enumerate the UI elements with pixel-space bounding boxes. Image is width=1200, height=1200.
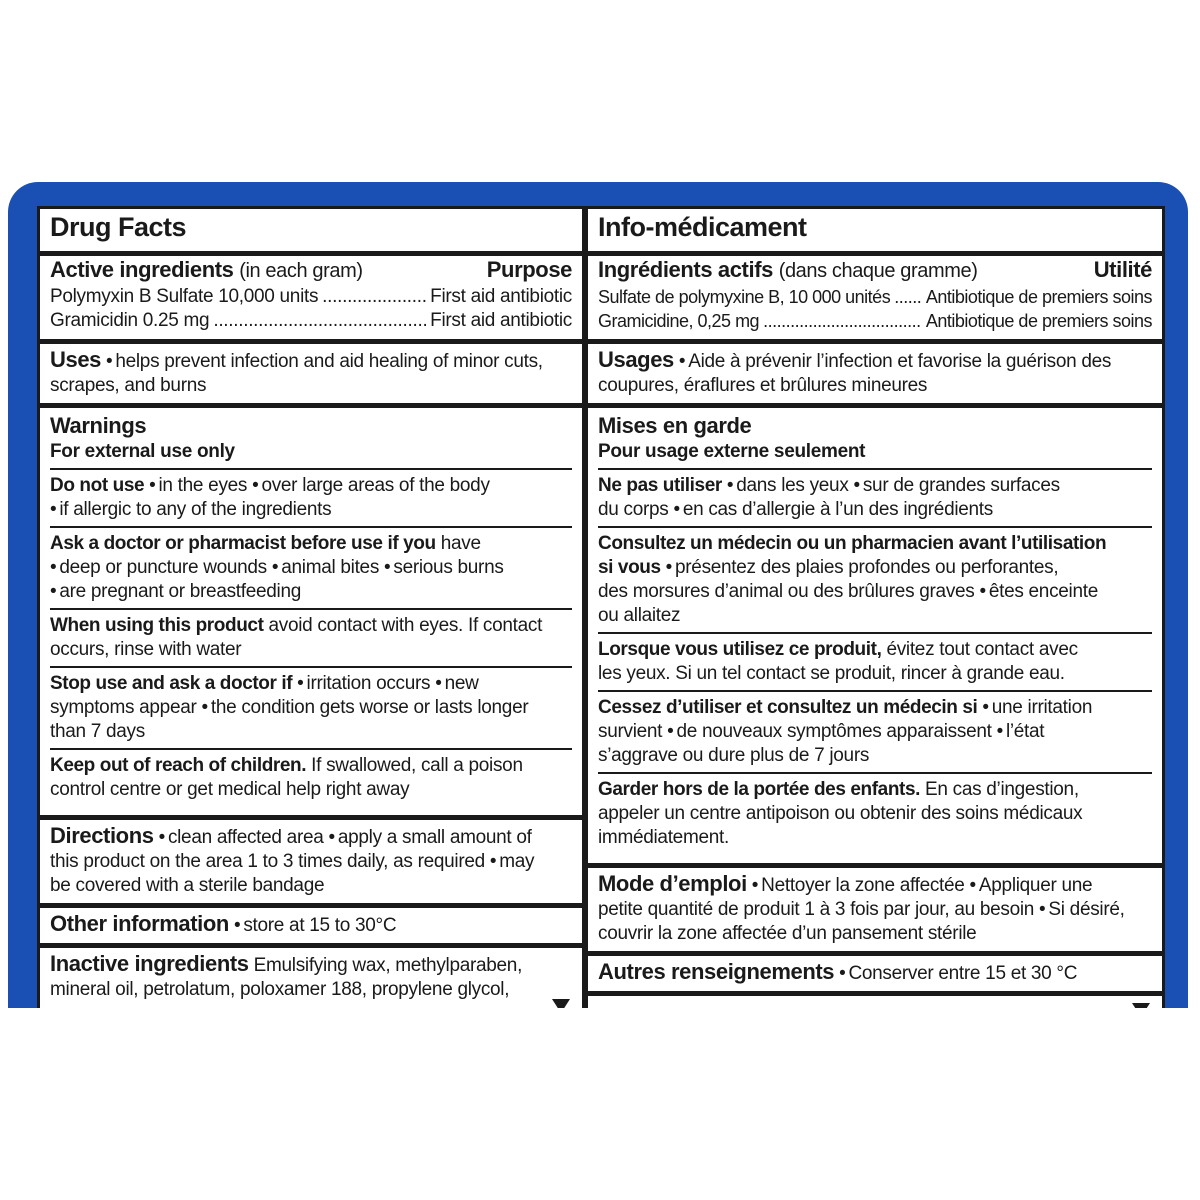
garder-hors-section: Garder hors de la portée des enfants. En cas d’ingestion, appeler un centre antipoison ou obtenir des soins médicaux immédiatement.	[598, 779, 1083, 848]
utilite-heading: Utilité	[1093, 257, 1152, 282]
other-information-heading: Other information	[50, 911, 229, 936]
ingredient-row: Gramicidin 0.25 mg ..... First aid antibiotic	[50, 309, 572, 333]
ingredients-actifs-qualifier: (dans chaque gramme)	[778, 260, 978, 282]
drug-facts-panel-en	[37, 206, 585, 1012]
usage-externe-note: Pour usage externe seulement	[598, 441, 866, 462]
mises-en-garde-block	[588, 403, 1162, 863]
lorsque-section: Lorsque vous utilisez ce produit, évitez tout contact avec les yeux. Si un tel contact se produit, rincer à grande eau.	[598, 639, 1078, 684]
continued-block-fr	[588, 991, 1162, 1012]
mode-emploi-block: Mode d’emploi • Nettoyer la zone affectée • Appliquer une petite quantité de produit 1 à 3 fois par jour, au besoin • Si désiré, couvrir la zone affectée d’un pansement stérile	[588, 863, 1162, 951]
drug-facts-title: Drug Facts	[50, 212, 187, 242]
ingredients-actifs-heading: Ingrédients actifs	[598, 257, 773, 282]
directions-block: Directions • clean affected area • apply a small amount of this product on the area 1 to 3 times daily, as required • may be covered with a sterile bandage	[40, 815, 582, 903]
continued-arrow-icon	[552, 999, 570, 1012]
autres-renseignements-block: Autres renseignements • Conserver entre 15 et 30 °C	[588, 951, 1162, 991]
continued-arrow-icon	[1132, 1003, 1150, 1012]
warnings-block	[40, 403, 582, 815]
directions-heading: Directions	[50, 823, 154, 848]
mode-emploi-heading: Mode d’emploi	[598, 871, 747, 896]
uses-heading: Uses	[50, 347, 101, 372]
drug-facts-title-block	[40, 209, 582, 251]
drug-facts-panel-fr	[585, 206, 1165, 1012]
inactive-ingredients-heading: Inactive ingredients	[50, 951, 249, 976]
mises-en-garde-heading: Mises en garde	[598, 413, 752, 438]
autres-renseignements-heading: Autres renseignements	[598, 959, 835, 984]
purpose-heading: Purpose	[486, 257, 572, 282]
usages-block: Usages • Aide à prévenir l’infection et favorise la guérison des coupures, éraflures et brûlures mineures	[588, 339, 1162, 403]
ask-doctor-section: Ask a doctor or pharmacist before use if you have • deep or puncture wounds • animal bites • serious burns • are pregnant or breastfeeding	[50, 532, 572, 604]
when-using-section: When using this product avoid contact with eyes. If contact occurs, rinse with water	[50, 615, 543, 660]
usages-heading: Usages	[598, 347, 674, 372]
keep-out-of-reach-section: Keep out of reach of children. If swallowed, call a poison control centre or get medical help right away	[50, 755, 523, 800]
ne-pas-utiliser-section: Ne pas utiliser • dans les yeux • sur de grandes surfaces du corps • en cas d’allergie à l’un des ingrédients	[598, 474, 1152, 522]
ingredients-actifs-block	[588, 251, 1162, 339]
stop-use-section: Stop use and ask a doctor if • irritation occurs • new symptoms appear • the condition gets worse or lasts longer than 7 days	[50, 672, 572, 744]
uses-block: Uses • helps prevent infection and aid healing of minor cuts, scrapes, and burns	[40, 339, 582, 403]
inactive-ingredients-block: Inactive ingredients Emulsifying wax, methylparaben, mineral oil, petrolatum, poloxamer 188, propylene glycol,	[40, 943, 582, 1012]
package-border	[8, 182, 1188, 1012]
info-medicament-title-block	[588, 209, 1162, 251]
info-medicament-title: Info-médicament	[598, 212, 807, 242]
other-information-block: Other information • store at 15 to 30°C	[40, 903, 582, 943]
consultez-section: Consultez un médecin ou un pharmacien avant l’utilisation si vous • présentez des plaies profondes ou perforantes, des morsures d’animal ou des brûlures graves • êtes enceinte ou allaitez	[598, 532, 1152, 628]
ingredient-row: Sulfate de polymyxine B, 10 000 unités ..... Antibiotique de premiers soins	[598, 285, 1152, 309]
active-ingredients-heading: Active ingredients	[50, 257, 234, 282]
active-ingredients-block	[40, 251, 582, 339]
ingredient-row: Polymyxin B Sulfate 10,000 units ..... First aid antibiotic	[50, 285, 572, 309]
warnings-heading: Warnings	[50, 413, 147, 438]
ingredient-row: Gramicidine, 0,25 mg ..... Antibiotique de premiers soins	[598, 309, 1152, 333]
external-use-note: For external use only	[50, 441, 235, 462]
active-ingredients-qualifier: (in each gram)	[239, 260, 363, 282]
cessez-section: Cessez d’utiliser et consultez un médecin si • une irritation survient • de nouveaux symptômes apparaissent • l’état s’aggrave ou dure plus de 7 jours	[598, 696, 1152, 768]
do-not-use-section: Do not use • in the eyes • over large areas of the body • if allergic to any of the ingredients	[50, 474, 572, 522]
